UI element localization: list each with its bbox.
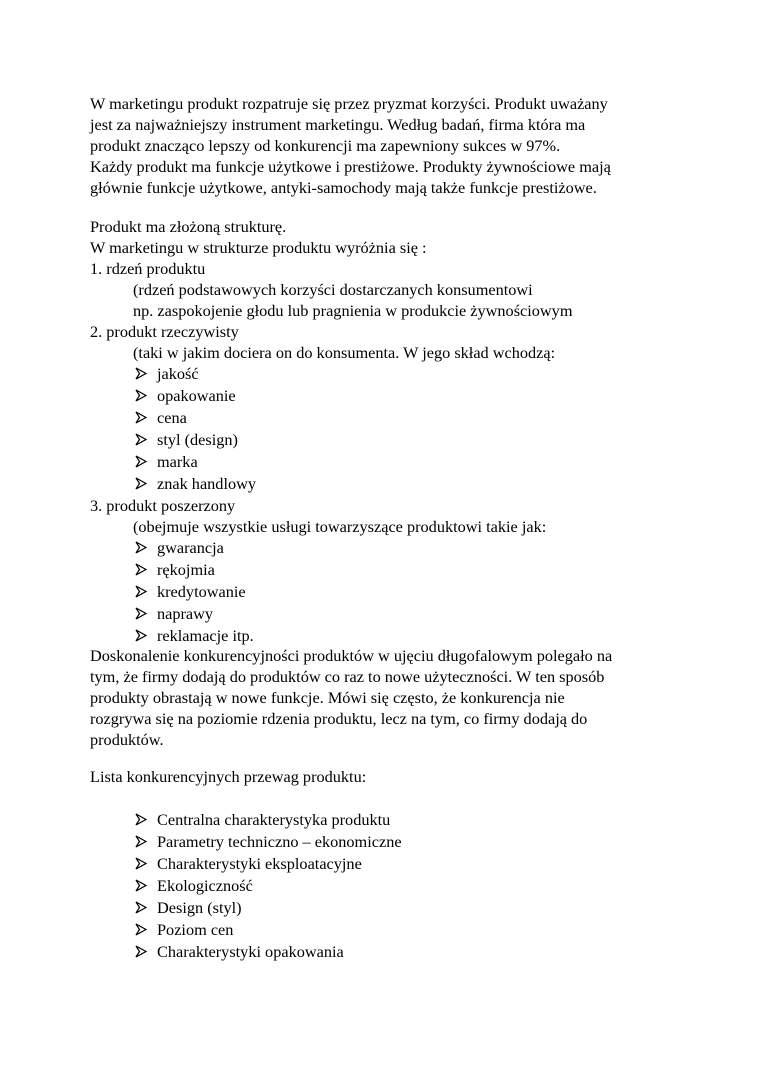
list-item [90,853,680,875]
list-item [90,625,680,647]
list-item-text: jakość [157,364,199,383]
arrow-bullet-icon [135,857,147,870]
list-item-text: znak handlowy [157,474,257,493]
list-item [90,603,680,625]
advantages-section [90,766,680,787]
list-item [90,919,680,941]
list-item [90,363,680,385]
arrow-bullet-icon [135,879,147,892]
list-item [90,451,680,473]
competitiveness-paragraph [90,645,680,750]
list-item-text: cena [157,408,187,427]
arrow-bullet-icon [135,813,147,826]
list-item-text: reklamacje itp. [157,626,254,645]
arrow-bullet-icon [135,411,147,424]
list-item [90,809,680,831]
list-item-text: gwarancja [157,538,224,557]
arrow-bullet-icon [135,367,147,380]
item3-desc: (obejmuje wszystkie usługi towarzyszące produktowi takie jak: [133,517,547,536]
arrow-bullet-icon [135,835,147,848]
list-item [90,385,680,407]
list-item-text: rękojmia [157,560,215,579]
arrow-bullet-icon [135,607,147,620]
list-item [90,941,680,963]
list-item [90,831,680,853]
item2-title: 2. produkt rzeczywisty [90,322,239,341]
item1-desc: (rdzeń podstawowych korzyści dostarczanych konsumentowi [133,280,533,299]
intro-paragraph [90,93,680,198]
list-item-text: Charakterystyki eksploatacyjne [157,854,362,873]
intro-line: W marketingu produkt rozpatruje się przez pryzmat korzyści. Produkt uważany [90,94,608,113]
arrow-bullet-icon [135,541,147,554]
list-item-text: Parametry techniczno – ekonomiczne [157,832,402,851]
list-item [90,875,680,897]
intro-line: jest za najważniejszy instrument marketingu. Według badań, firma która ma [90,115,586,134]
arrow-bullet-icon [135,433,147,446]
arrow-bullet-icon [135,563,147,576]
arrow-bullet-icon [135,455,147,468]
item1-desc: np. zaspokojenie głodu lub pragnienia w produkcie żywnościowym [133,301,573,320]
list-item-text: naprawy [157,604,214,623]
intro-line: produkt znacząco lepszy od konkurencji ma zapewniony sukces w 97%. [90,136,561,155]
intro-line: Każdy produkt ma funkcje użytkowe i prestiżowe. Produkty żywnościowe mają [90,157,611,176]
list-item-text: marka [157,452,198,471]
structure-section [90,216,680,647]
list-item-text: Ekologiczność [157,876,253,895]
list-item-text: Centralna charakterystyka produktu [157,810,391,829]
arrow-bullet-icon [135,477,147,490]
paragraph-line: Doskonalenie konkurencyjności produktów w ujęciu długofalowym polegało na [90,646,613,665]
item3-title: 3. produkt poszerzony [90,496,236,515]
arrow-bullet-icon [135,945,147,958]
list-item [90,473,680,495]
paragraph-line: produkty obrastają w nowe funkcje. Mówi się często, że konkurencja nie [90,688,565,707]
structure-subheading: W marketingu w strukturze produktu wyróżnia się : [90,238,427,257]
advantages-heading: Lista konkurencyjnych przewag produktu: [90,767,367,786]
list-item [90,581,680,603]
arrow-bullet-icon [135,923,147,936]
list-item [90,897,680,919]
list-item [90,429,680,451]
item2-desc: (taki w jakim dociera on do konsumenta. W jego skład wchodzą: [133,343,556,362]
arrow-bullet-icon [135,585,147,598]
arrow-bullet-icon [135,389,147,402]
list-item-text: Poziom cen [157,920,234,939]
structure-heading: Produkt ma złożoną strukturę. [90,217,287,236]
arrow-bullet-icon [135,901,147,914]
list-item-text: Charakterystyki opakowania [157,942,344,961]
item1-title: 1. rdzeń produktu [90,259,206,278]
list-item [90,559,680,581]
list-item-text: styl (design) [157,430,238,449]
intro-line: głównie funkcje użytkowe, antyki-samochody mają także funkcje prestiżowe. [90,178,597,197]
list-item [90,537,680,559]
paragraph-line: tym, że firmy dodają do produktów co raz to nowe użyteczności. W ten sposób [90,667,605,686]
list-item-text: kredytowanie [157,582,246,601]
arrow-bullet-icon [135,629,147,642]
list-item [90,407,680,429]
list-item-text: opakowanie [157,386,236,405]
paragraph-line: rozgrywa się na poziomie rdzenia produktu, lecz na tym, co firmy dodają do [90,709,588,728]
advantages-list [90,809,680,963]
list-item-text: Design (styl) [157,898,242,917]
paragraph-line: produktów. [90,730,164,749]
